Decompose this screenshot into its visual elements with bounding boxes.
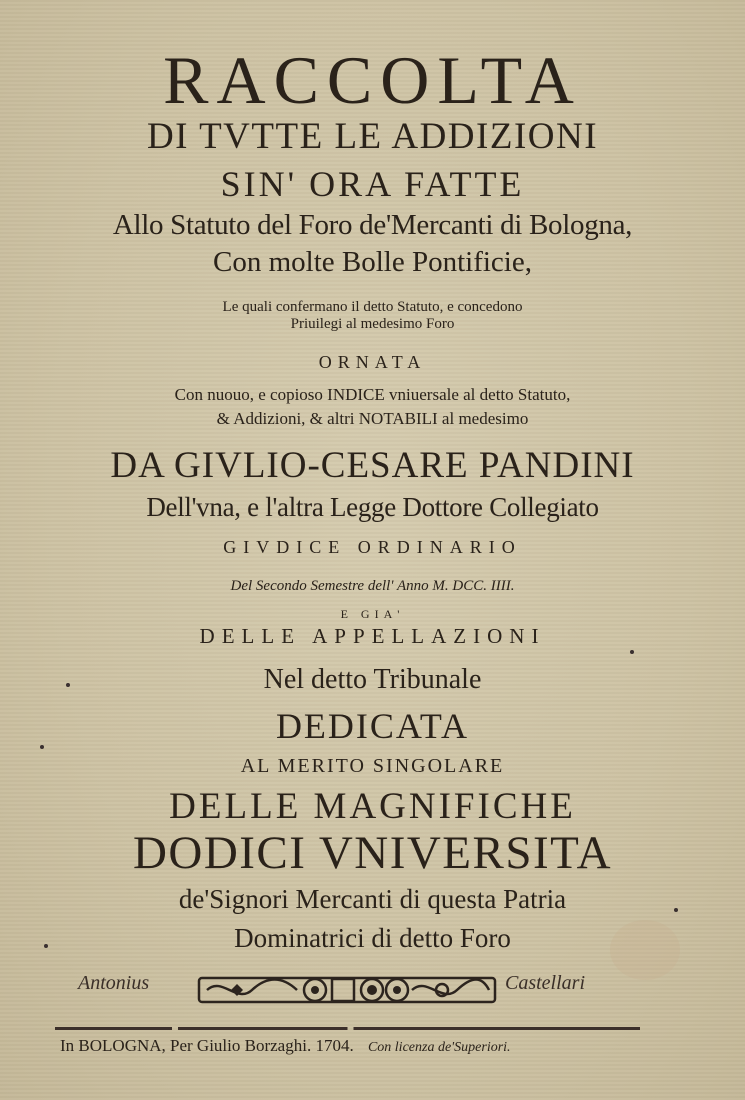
subtitle-line-2: SIN' ORA FATTE [220,164,525,204]
printers-ornament-icon [197,970,497,1008]
tribunal-line: Nel detto Tribunale [263,664,482,695]
description-line-2: Priuilegi al medesimo Foro [290,316,455,332]
twelve-universities-line: DODICI VNIVERSITA [132,827,613,879]
imprint-rule [55,1027,640,1030]
license-text: Con licenza de'Superiori. [367,1040,511,1055]
ink-speck [630,650,634,654]
index-line-1: Con nuouo, e copioso INDICE vniuersale al detto Statuto, [174,385,571,404]
dedication-heading: DEDICATA [275,706,470,746]
author-name: DA GIVLIO-CESARE PANDINI [110,445,635,486]
appeals-line: DELLE APPELLAZIONI [199,624,546,648]
ornata-heading: ORNATA [318,352,427,372]
book-title: RACCOLTA [163,42,582,118]
dominatrici-line: Dominatrici di detto Foro [234,923,511,953]
merit-line: AL MERITO SINGOLARE [240,755,505,777]
description-line-1: Le quali confermano il detto Statuto, e concedono [222,299,523,315]
signature-left: Antonius [78,972,150,994]
semester-line: Del Secondo Semestre dell' Anno M. DCC. IIII. [230,578,515,594]
e-gia-line: E GIA' [340,607,405,621]
subtitle-line-1: DI TVTTE LE ADDIZIONI [146,116,599,157]
index-line-2: & Addizioni, & altri NOTABILI al medesimo [216,409,529,428]
author-title: Dell'vna, e l'altra Legge Dottore Collegiato [146,492,599,522]
bulls-line: Con molte Bolle Pontificie, [213,246,532,278]
imprint-text: In BOLOGNA, Per Giulio Borzaghi. 1704. [60,1036,354,1055]
merchants-line: de'Signori Mercanti di questa Patria [178,884,567,914]
statute-line: Allo Statuto del Foro de'Mercanti di Bologna, [112,209,633,241]
imprint-line [60,1036,660,1056]
ink-speck [40,745,44,749]
magnificent-line: DELLE MAGNIFICHE [169,786,576,827]
signature-right: Castellari [505,972,586,994]
judge-title: GIVDICE ORDINARIO [223,537,522,557]
